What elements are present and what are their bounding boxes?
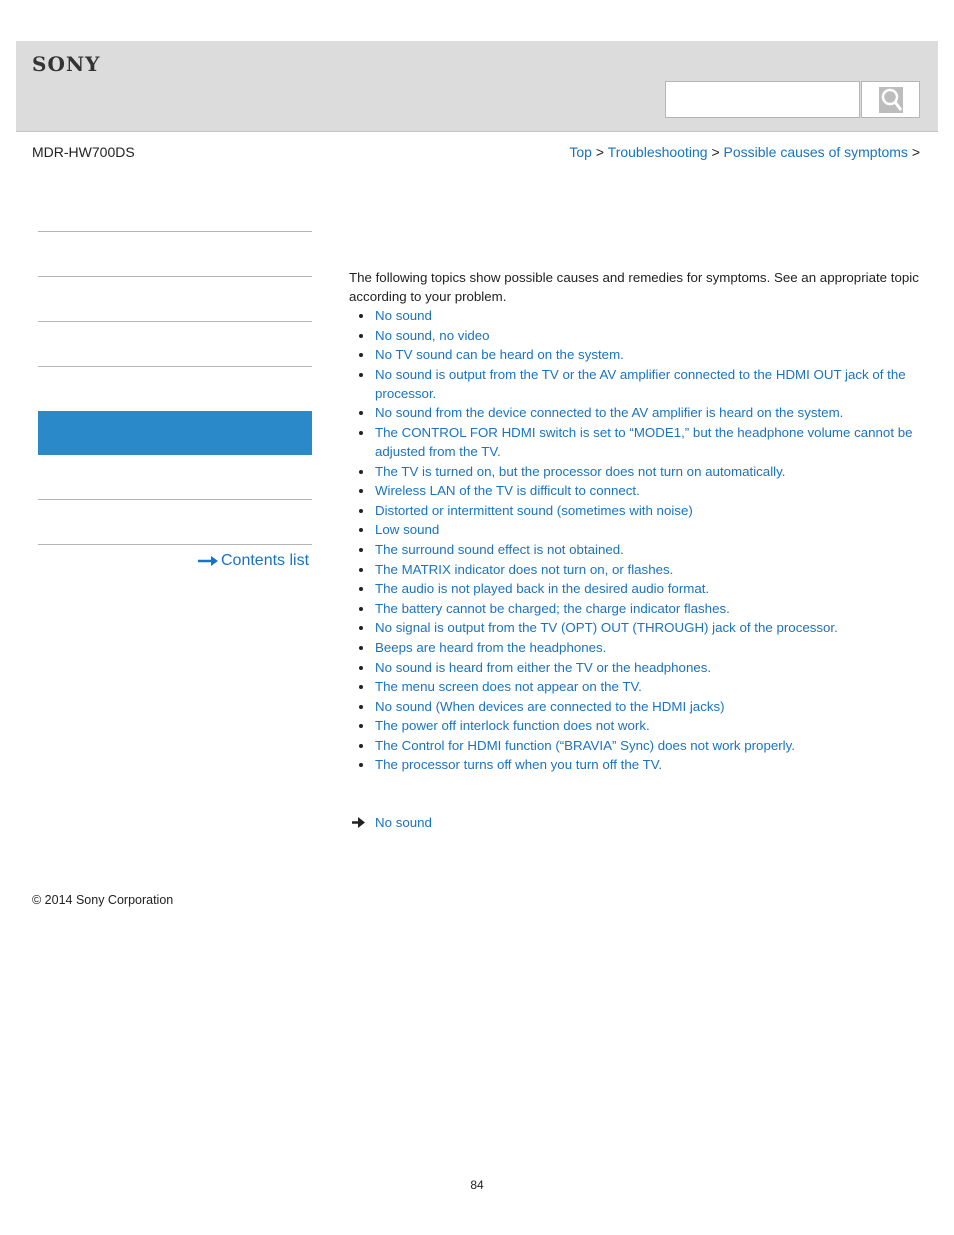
topic-link[interactable]: No sound (When devices are connected to the HDMI jacks) [375,698,725,714]
contents-list-link[interactable] [198,552,309,570]
breadcrumb-top[interactable]: Top [569,144,592,160]
sidebar-item[interactable] [38,500,312,544]
list-item [349,638,919,657]
topic-link[interactable]: The processor turns off when you turn off the TV. [375,757,663,773]
breadcrumb-separator: > [911,144,920,160]
sidebar-item[interactable] [38,277,312,321]
list-item [349,658,919,677]
topic-link[interactable]: The CONTROL FOR HDMI switch is set to “MODE1,” but the headphone volume cannot be adjusted from the TV. [375,424,913,459]
sidebar-item-active[interactable] [38,411,312,455]
list-item [349,540,919,559]
breadcrumb [569,144,920,160]
topic-link[interactable]: The Control for HDMI function (“BRAVIA” Sync) does not work properly. [375,737,795,753]
search-input[interactable] [665,81,860,118]
list-item [349,579,919,598]
topic-link[interactable]: Distorted or intermittent sound (sometimes with noise) [375,502,693,518]
arrow-right-icon [352,817,365,828]
topic-link[interactable]: The power off interlock function does not work. [375,718,650,734]
page-number: 84 [470,1178,484,1192]
list-item [349,501,919,520]
breadcrumb-separator: > [711,144,720,160]
list-item [349,481,919,500]
topic-list [349,306,919,774]
main-content [349,268,919,775]
breadcrumb-troubleshooting[interactable]: Troubleshooting [607,144,708,160]
sidebar [38,231,312,545]
search-icon [879,87,903,113]
topic-link[interactable]: Low sound [375,522,440,538]
topic-link[interactable]: Beeps are heard from the headphones. [375,639,607,655]
copyright: © 2014 Sony Corporation [32,893,174,907]
list-item [349,618,919,637]
search-button[interactable] [861,81,920,118]
list-item [349,736,919,755]
sidebar-item[interactable] [38,455,312,499]
contents-list-label: Contents list [221,552,310,569]
breadcrumb-possible-causes[interactable]: Possible causes of symptoms [723,144,908,160]
sony-logo[interactable]: SONY [32,52,101,76]
arrow-right-icon [198,556,218,566]
topic-link[interactable]: The TV is turned on, but the processor does not turn on automatically. [375,463,786,479]
header [16,41,938,132]
topic-link[interactable]: The MATRIX indicator does not turn on, or flashes. [375,561,674,577]
topic-link[interactable]: No sound [375,308,432,323]
list-item [349,306,919,325]
list-item [349,462,919,481]
intro-text: The following topics show possible causes and remedies for symptoms. See an appropriate topic according to your problem. [349,270,919,304]
topic-link[interactable]: Wireless LAN of the TV is difficult to connect. [375,483,640,499]
list-item [349,677,919,696]
topic-link[interactable]: No sound from the device connected to the AV amplifier is heard on the system. [375,405,844,421]
list-item [349,599,919,618]
list-item [349,755,919,774]
breadcrumb-separator: > [595,144,605,160]
topic-link[interactable]: The surround sound effect is not obtained. [375,541,624,557]
list-item [349,423,919,461]
list-item [349,560,919,579]
list-item [349,345,919,364]
sidebar-item[interactable] [38,322,312,366]
topic-link[interactable]: No sound is output from the TV or the AV amplifier connected to the HDMI OUT jack of the processor. [375,366,906,401]
topic-link[interactable]: The battery cannot be charged; the charge indicator flashes. [375,600,730,616]
next-topic-link[interactable]: No sound [375,815,432,830]
list-item [349,716,919,735]
sidebar-item[interactable] [38,232,312,276]
list-item [349,520,919,539]
list-item [349,697,919,716]
next-topic [352,813,432,832]
sidebar-divider [38,544,312,545]
list-item [349,365,919,403]
topic-link[interactable]: No sound is heard from either the TV or the headphones. [375,659,712,675]
list-item [349,326,919,345]
model-name: MDR-HW700DS [32,144,135,160]
topic-link[interactable]: No signal is output from the TV (OPT) OUT (THROUGH) jack of the processor. [375,620,838,636]
topic-link[interactable]: The audio is not played back in the desired audio format. [375,581,710,597]
topic-link[interactable]: No TV sound can be heard on the system. [375,347,624,363]
sidebar-item[interactable] [38,367,312,411]
topic-link[interactable]: No sound, no video [375,327,490,343]
list-item [349,403,919,422]
topic-link[interactable]: The menu screen does not appear on the TV. [375,679,642,695]
